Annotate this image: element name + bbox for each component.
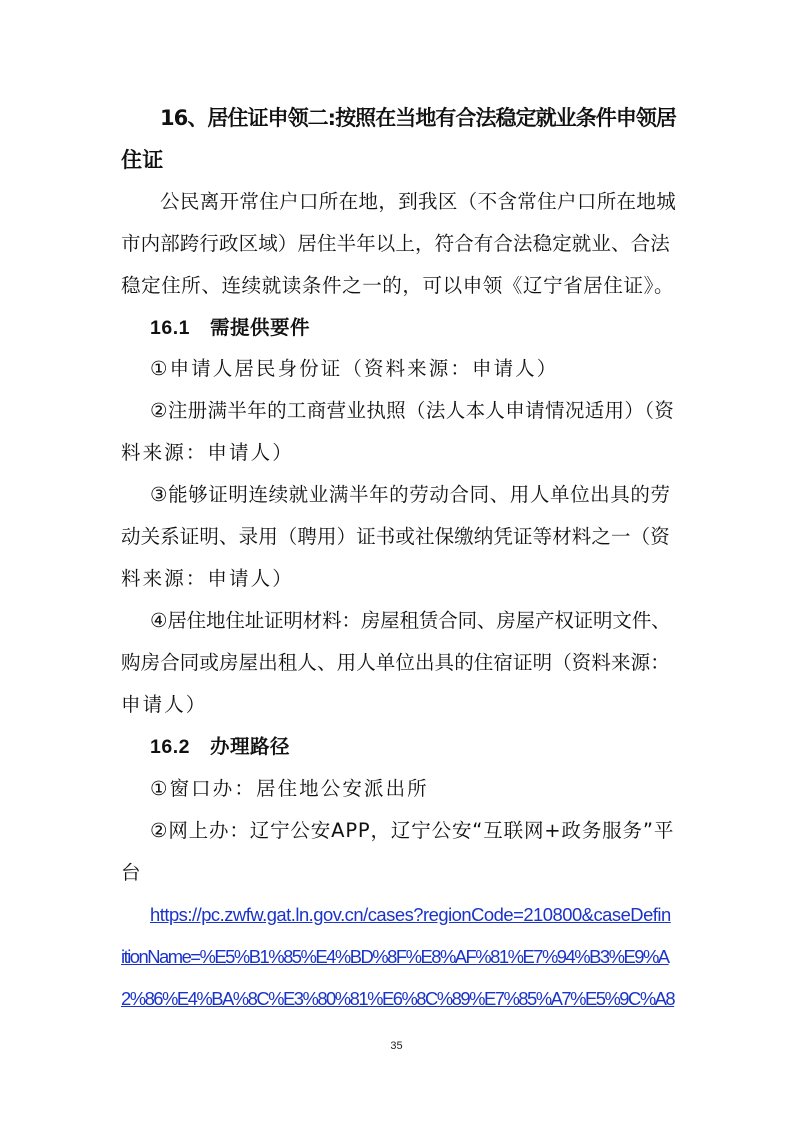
subsection-heading-16-1 bbox=[150, 316, 310, 340]
channel-item-1-line-1: ①窗口办：居住地公安派出所 bbox=[150, 777, 429, 800]
service-url-link-line-3[interactable]: 2%86%E4%BA%8C%E3%80%81%E6%8C%89%E7%85%A7%E5%9C%A8 bbox=[121, 988, 675, 1009]
service-url-link-line-2[interactable]: itionName=%E5%B1%85%E4%BD%8F%E8%AF%81%E7%94%B3%E9%A bbox=[121, 946, 669, 967]
section-title-line-2: 住证 bbox=[121, 148, 164, 172]
channel-item-2-line-2: 台 bbox=[121, 861, 143, 884]
subsection-number: 16.2 bbox=[150, 736, 190, 758]
subsection-title: 需提供要件 bbox=[210, 316, 311, 339]
requirement-item-3-line-2: 动关系证明、录用（聘用）证书或社保缴纳凭证等材料之一（资 bbox=[121, 525, 670, 548]
requirement-item-3-line-1: ③能够证明连续就业满半年的劳动合同、用人单位出具的劳 bbox=[150, 483, 671, 506]
requirement-item-2-line-1: ②注册满半年的工商营业执照（法人本人申请情况适用）（资 bbox=[150, 399, 675, 422]
requirement-item-4-line-3: 申请人） bbox=[121, 693, 208, 716]
subsection-heading-16-2 bbox=[150, 735, 290, 759]
requirement-item-3-line-3: 料来源：申请人） bbox=[121, 567, 294, 590]
requirement-item-2-line-2: 料来源：申请人） bbox=[121, 441, 294, 464]
channel-item-2-line-1: ②网上办：辽宁公安APP，辽宁公安“互联网+政务服务”平 bbox=[150, 819, 675, 842]
requirement-item-4-line-2: 购房合同或房屋出租人、用人单位出具的住宿证明（资料来源： bbox=[121, 651, 670, 674]
requirement-item-4-line-1: ④居住地住址证明材料：房屋租赁合同、房屋产权证明文件、 bbox=[150, 609, 671, 632]
intro-line-2: 市内部跨行政区域）居住半年以上，符合有合法稳定就业、合法 bbox=[121, 232, 670, 255]
requirement-item-1-line-1: ①申请人居民身份证（资料来源：申请人） bbox=[150, 357, 559, 380]
service-url-link-line-1[interactable]: https://pc.zwfw.gat.ln.gov.cn/cases?regionCode=210800&caseDefin bbox=[150, 904, 671, 925]
subsection-title: 办理路径 bbox=[210, 735, 291, 758]
section-title-line-1: 16、居住证申领二:按照在当地有合法稳定就业条件申领居 bbox=[160, 106, 676, 130]
intro-line-3: 稳定住所、连续就读条件之一的，可以申领《辽宁省居住证》。 bbox=[121, 274, 675, 297]
page-number: 35 bbox=[390, 1040, 403, 1052]
subsection-number: 16.1 bbox=[150, 317, 190, 339]
intro-line-1: 公民离开常住户口所在地，到我区（不含常住户口所在地城 bbox=[160, 190, 677, 213]
